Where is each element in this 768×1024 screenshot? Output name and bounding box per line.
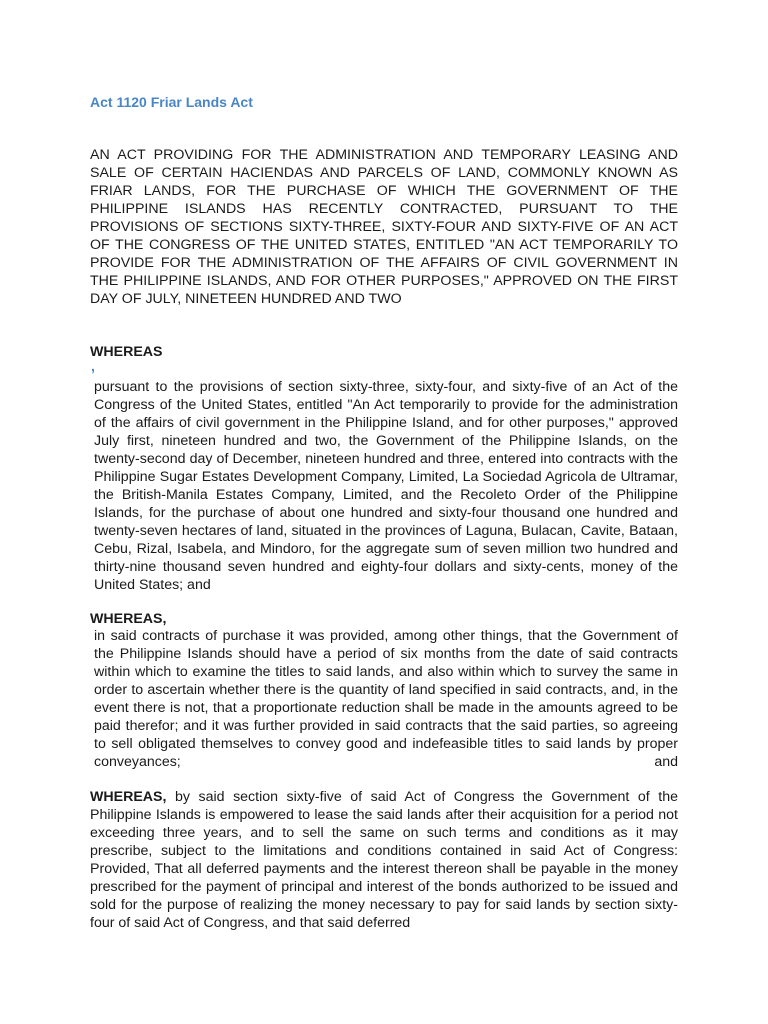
act-heading: AN ACT PROVIDING FOR THE ADMINISTRATION AND TEMPORARY LEASING AND SALE OF CERTAIN HACIENDAS AND PARCELS OF LAND, COMMONLY KNOWN AS FRIAR LANDS, FOR THE PURCHASE OF WHICH THE GOVERNMENT OF THE PHILIPPINE ISLANDS HAS RECENTLY CONTRACTED, PURSUANT TO THE PROVISIONS OF SECTIONS SIXTY-THREE, SIXTY-FOUR AND SIXTY-FIVE OF AN ACT OF THE CONGRESS OF THE UNITED STATES, ENTITLED "AN ACT TEMPORARILY TO PROVIDE FOR THE ADMINISTRATION OF THE AFFAIRS OF CIVIL GOVERNMENT IN THE PHILIPPINE ISLANDS, AND FOR OTHER PURPOSES," APPROVED ON THE FIRST DAY OF JULY, NINETEEN HUNDRED AND TWO (90, 147, 678, 307)
document-title: Act 1120 Friar Lands Act (90, 94, 253, 110)
whereas-heading-1: WHEREAS (90, 344, 163, 360)
whereas-heading-2: WHEREAS, (90, 611, 167, 627)
whereas-mark-1: , (91, 358, 95, 374)
whereas-heading-3: WHEREAS, (90, 789, 167, 805)
whereas-paragraph-1: pursuant to the provisions of section sixty-three, sixty-four, and sixty-five of an Act of the Congress of the United States, entitled "An Act temporarily to provide for the administration of the affairs of civil government in the Philippine Island, and for other purposes," approved July first, nineteen hundred and two, the Government of the Philippine Islands, on the twenty-second day of December, nineteen hundred and three, entered into contracts with the Philippine Sugar Estates Development Company, Limited, La Sociedad Agricola de Ultramar, the British-Manila Estates Company, Limited, and the Recoleto Order of the Philippine Islands, for the purchase of about one hundred and sixty-four thousand one hundred and twenty-seven hectares of land, situated in the provinces of Laguna, Bulacan, Cavite, Bataan, Cebu, Rizal, Isabela, and Mindoro, for the aggregate sum of seven million two hundred and thirty-nine thousand seven hundred and eighty-four dollars and sixty-cents, money of the United States; and (94, 379, 678, 593)
whereas-paragraph-3 (90, 788, 678, 932)
whereas-paragraph-2: in said contracts of purchase it was provided, among other things, that the Government of the Philippine Islands should have a period of six months from the date of said contracts within which to examine the titles to said lands, and also within which to survey the same in order to ascertain whether there is the quantity of land specified in said contracts, and, in the event there is not, that a proportionate reduction shall be made in the amounts agreed to be paid therefor; and it was further provided in said contracts that the said parties, so agreeing to sell obligated themselves to convey good and indefeasible titles to said lands by proper conveyances; and (94, 628, 678, 770)
whereas-text-3: by said section sixty-five of said Act of Congress the Government of the Philippine Islands is empowered to lease the said lands after their acquisition for a period not exceeding three years, and to sell the same on such terms and conditions as it may prescribe, subject to the limitations and conditions contained in said Act of Congress: Provided, That all deferred payments and the interest thereon shall be payable in the money prescribed for the payment of principal and interest of the bonds authorized to be issued and sold for the purpose of realizing the money necessary to pay for said lands by section sixty-four of said Act of Congress, and that said deferred (90, 789, 678, 931)
